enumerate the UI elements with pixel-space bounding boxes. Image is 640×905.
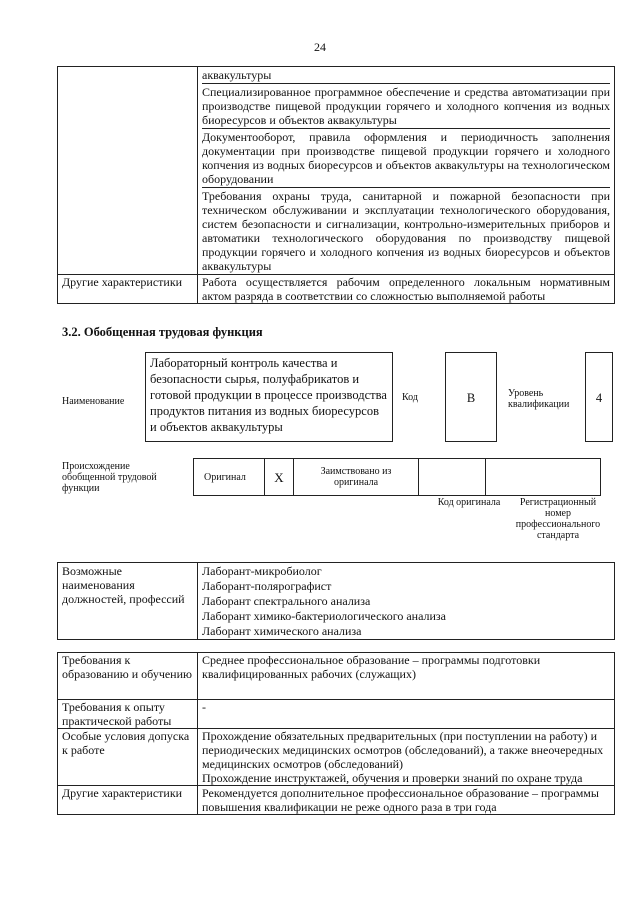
experience-value: - <box>198 700 615 729</box>
function-code: B <box>445 352 497 442</box>
admission-value: Прохождение обязательных предварительных (при поступлении на работу) и периодических медицинских осмотров (обследований), а также внеочередных медицинских осмотров (обследований) <box>202 729 604 771</box>
origin-label: Происхождение обобщенной трудовой функции <box>62 461 157 494</box>
admission-cell <box>198 729 615 786</box>
qualification-level: 4 <box>585 352 613 442</box>
positions-table <box>57 562 615 640</box>
table-row <box>58 653 615 700</box>
other-value: Работа осуществляется рабочим определенного локальным нормативным актом разряда в соответствии со сложностью выполняемой работы <box>198 275 615 304</box>
borrowed-label: Заимствовано из оригинала <box>294 459 419 496</box>
other-characteristics-label: Другие характеристики <box>58 786 198 815</box>
knowledge-item: Требования охраны труда, санитарной и пожарной безопасности при техническом обслуживании и эксплуатации технологического оборудования, систем безопасности и сигнализации, контрольно-измерительных приборов и автоматики технологического оборудования по производству пищевой продукции горячего и холодного копчения из водных биоресурсов и объектов аквакультуры <box>202 189 610 273</box>
name-label: Наименование <box>62 396 125 407</box>
other-characteristics-value: Рекомендуется дополнительное профессиональное образование – программы повышения квалификации не реже одного раза в три года <box>198 786 615 815</box>
table-row <box>58 563 615 640</box>
list-item: Лаборант спектрального анализа <box>202 594 371 608</box>
level-label: Уровень квалификации <box>508 388 570 410</box>
education-label: Требования к образованию и обучению <box>58 653 198 700</box>
table-row <box>58 700 615 729</box>
list-item: Лаборант-полярографист <box>202 579 332 593</box>
positions-label: Возможные наименования должностей, профессий <box>58 563 198 640</box>
admission-value-2: Прохождение инструктажей, обучения и проверки знаний по охране труда <box>202 771 583 785</box>
admission-label: Особые условия допуска к работе <box>58 729 198 786</box>
function-name: Лабораторный контроль качества и безопасности сырья, полуфабрикатов и готовой продукции в процессе производства продуктов питания из водных биоресурсов и объектов аквакультуры <box>145 352 393 442</box>
table-row <box>58 786 615 815</box>
knowledge-table <box>57 66 615 304</box>
requirements-table <box>57 652 615 815</box>
knowledge-cell <box>198 67 615 275</box>
original-mark: X <box>265 459 294 496</box>
origin-table <box>193 458 601 496</box>
page-number: 24 <box>314 40 326 54</box>
list-item: Лаборант химического анализа <box>202 624 362 638</box>
other-label: Другие характеристики <box>58 275 198 304</box>
education-value: Среднее профессиональное образование – программы подготовки квалифицированных рабочих (служащих) <box>198 653 615 700</box>
knowledge-item: Специализированное программное обеспечение и средства автоматизации при производстве пищевой продукции горячего и холодного копчения из водных биоресурсов и объектов аквакультуры <box>202 85 610 127</box>
code-caption: Код оригинала <box>437 497 501 508</box>
original-label: Оригинал <box>194 459 265 496</box>
knowledge-item: Документооборот, правила оформления и периодичность заполнения документации при производстве пищевой продукции горячего и холодного копчения из водных биоресурсов и объектов аквакультуры на технологическом оборудовании <box>202 130 610 186</box>
list-item: Лаборант-микробиолог <box>202 564 322 578</box>
table-row <box>58 67 615 275</box>
registration-number-cell <box>486 459 601 496</box>
section-title: 3.2. Обобщенная трудовая функция <box>62 325 263 339</box>
original-code-cell <box>419 459 486 496</box>
code-label: Код <box>402 392 418 403</box>
table-row <box>194 459 601 496</box>
positions-list <box>198 563 615 640</box>
table-row <box>58 275 615 304</box>
knowledge-item: аквакультуры <box>202 68 272 82</box>
table-cell-empty <box>58 67 198 275</box>
registration-caption: Регистрационный номер профессионального стандарта <box>515 497 601 541</box>
table-row <box>58 729 615 786</box>
experience-label: Требования к опыту практической работы <box>58 700 198 729</box>
list-item: Лаборант химико-бактериологического анализа <box>202 609 446 623</box>
